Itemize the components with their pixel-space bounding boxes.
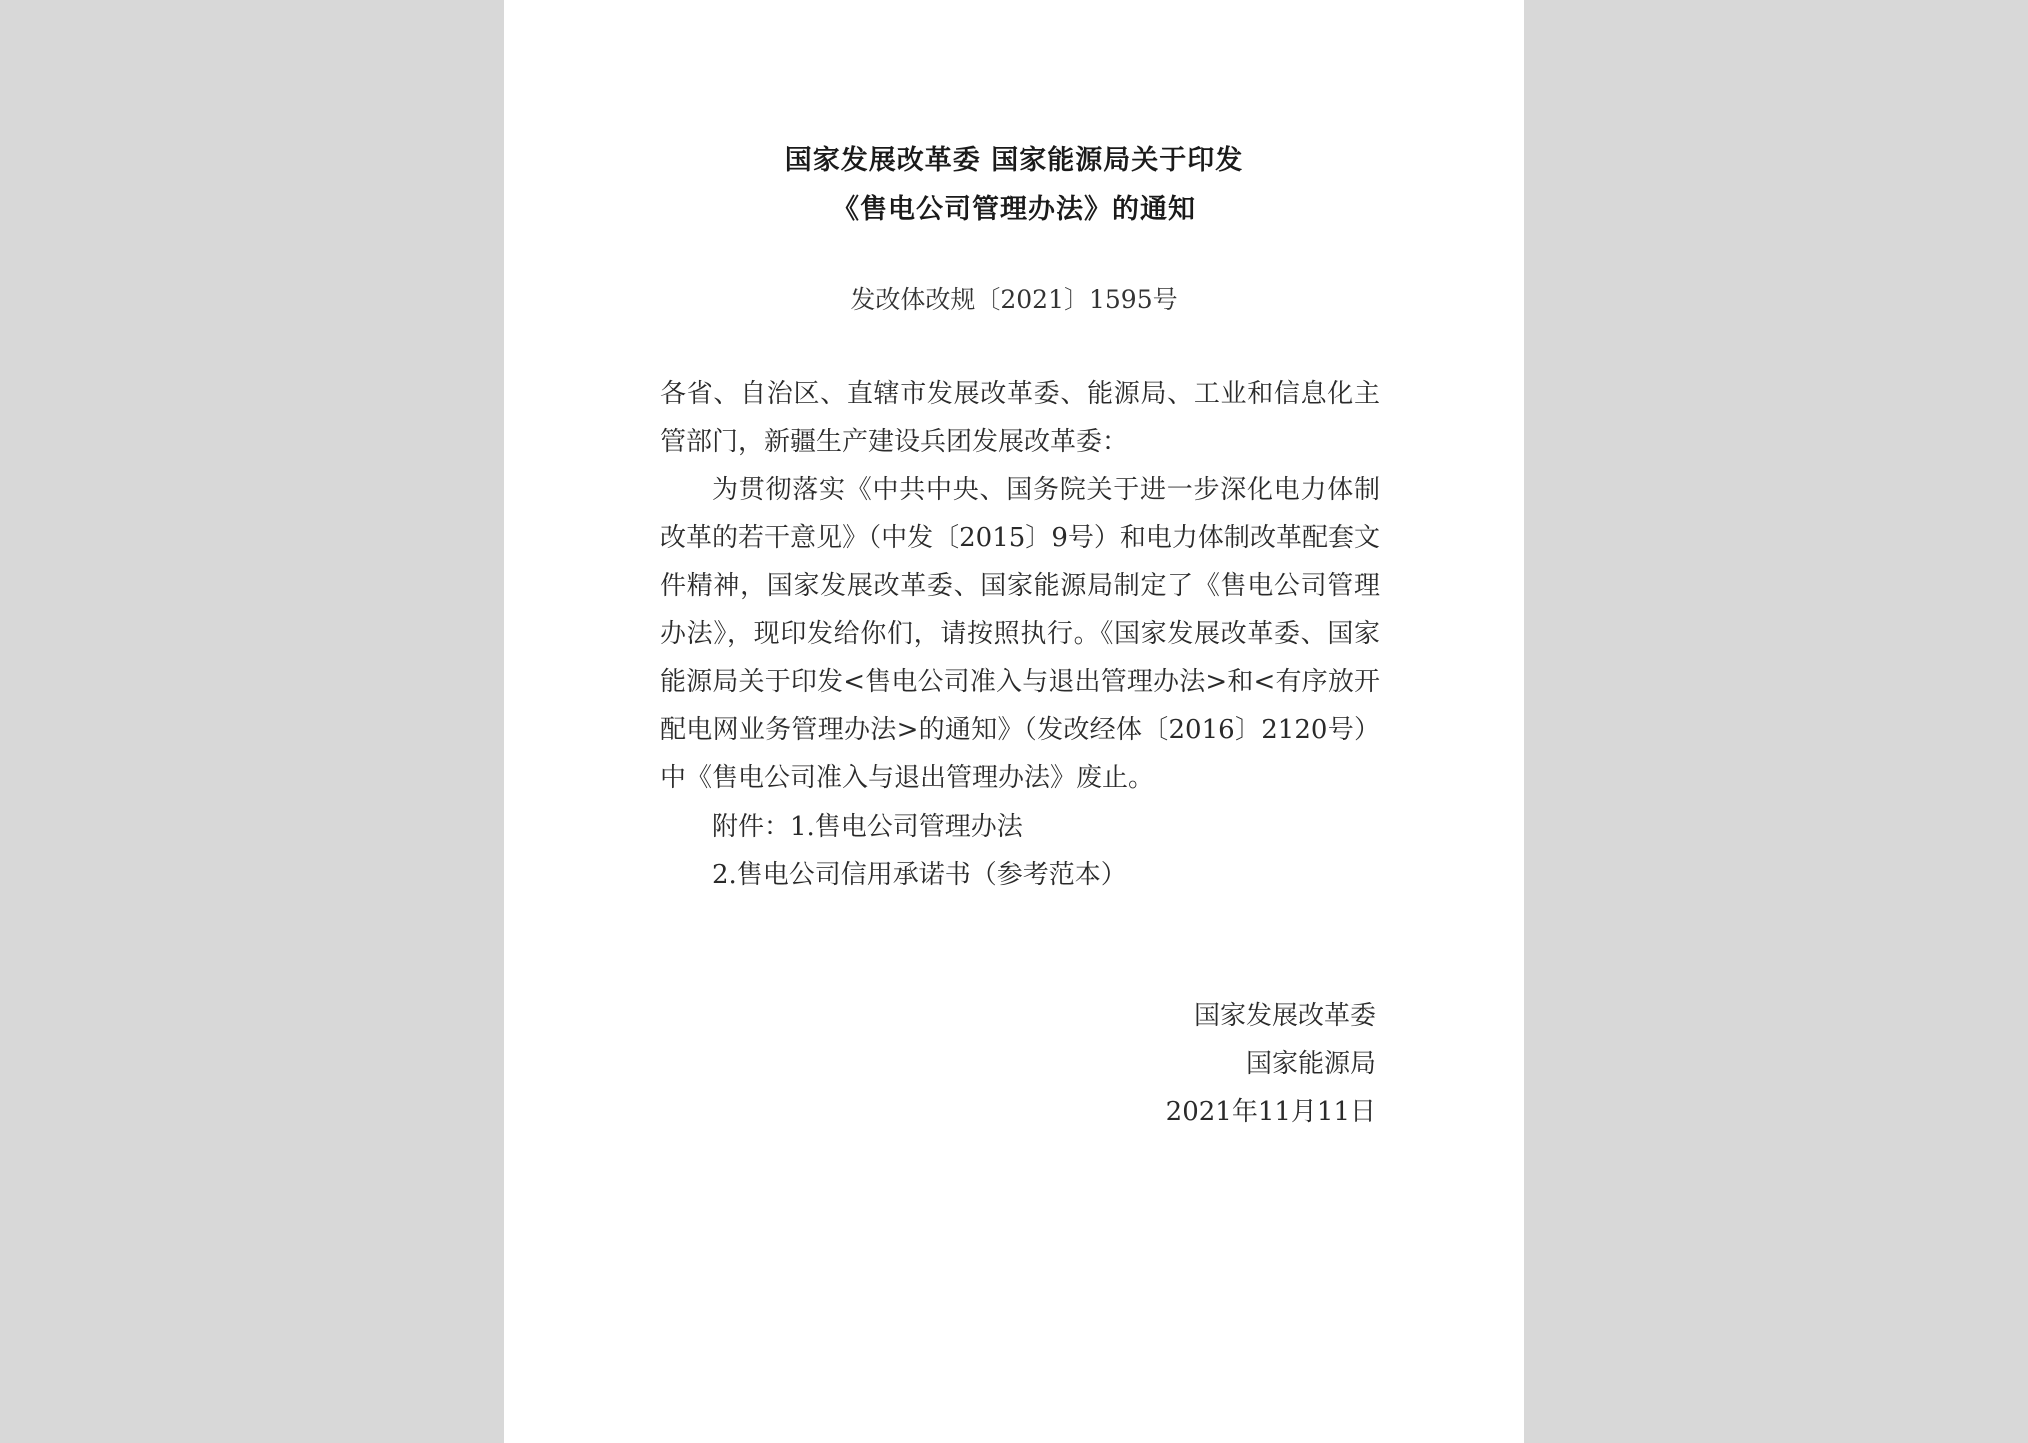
main-paragraph-block (660, 466, 1380, 802)
document-title-line-2: 《售电公司管理办法》的通知 (832, 194, 1196, 225)
main-paragraph-text: 为贯彻落实《中共中央、国务院关于进一步深化电力体制改革的若干意见》（中发〔2015〕9号）和电力体制改革配套文件精神，国家发展改革委、国家能源局制定了《售电公司管理办法》，现印发给你们，请按照执行。《国家发展改革委、国家能源局关于印发<售电公司准入与退出管理办法>和<有序放开配电网业务管理办法>的通知》（发改经体〔2016〕2120号）中《售电公司准入与退出管理办法》废止。 (660, 475, 1380, 793)
signature-ndrc: 国家发展改革委 (1193, 1001, 1376, 1031)
signature-nea: 国家能源局 (1245, 1049, 1376, 1079)
document-number: 发改体改规〔2021〕1595号 (850, 285, 1178, 314)
document-title-line-1: 国家发展改革委 国家能源局关于印发 (784, 145, 1244, 176)
addressee-text: 各省、自治区、直辖市发展改革委、能源局、工业和信息化主管部门，新疆生产建设兵团发展改革委： (660, 379, 1380, 457)
attachment-2: 2.售电公司信用承诺书（参考范本） (712, 860, 1127, 890)
attachment-1: 附件：1.售电公司管理办法 (712, 812, 1023, 842)
document-page (504, 0, 1524, 1443)
signature-date: 2021年11月11日 (1165, 1097, 1376, 1127)
addressee-block (660, 370, 1380, 466)
